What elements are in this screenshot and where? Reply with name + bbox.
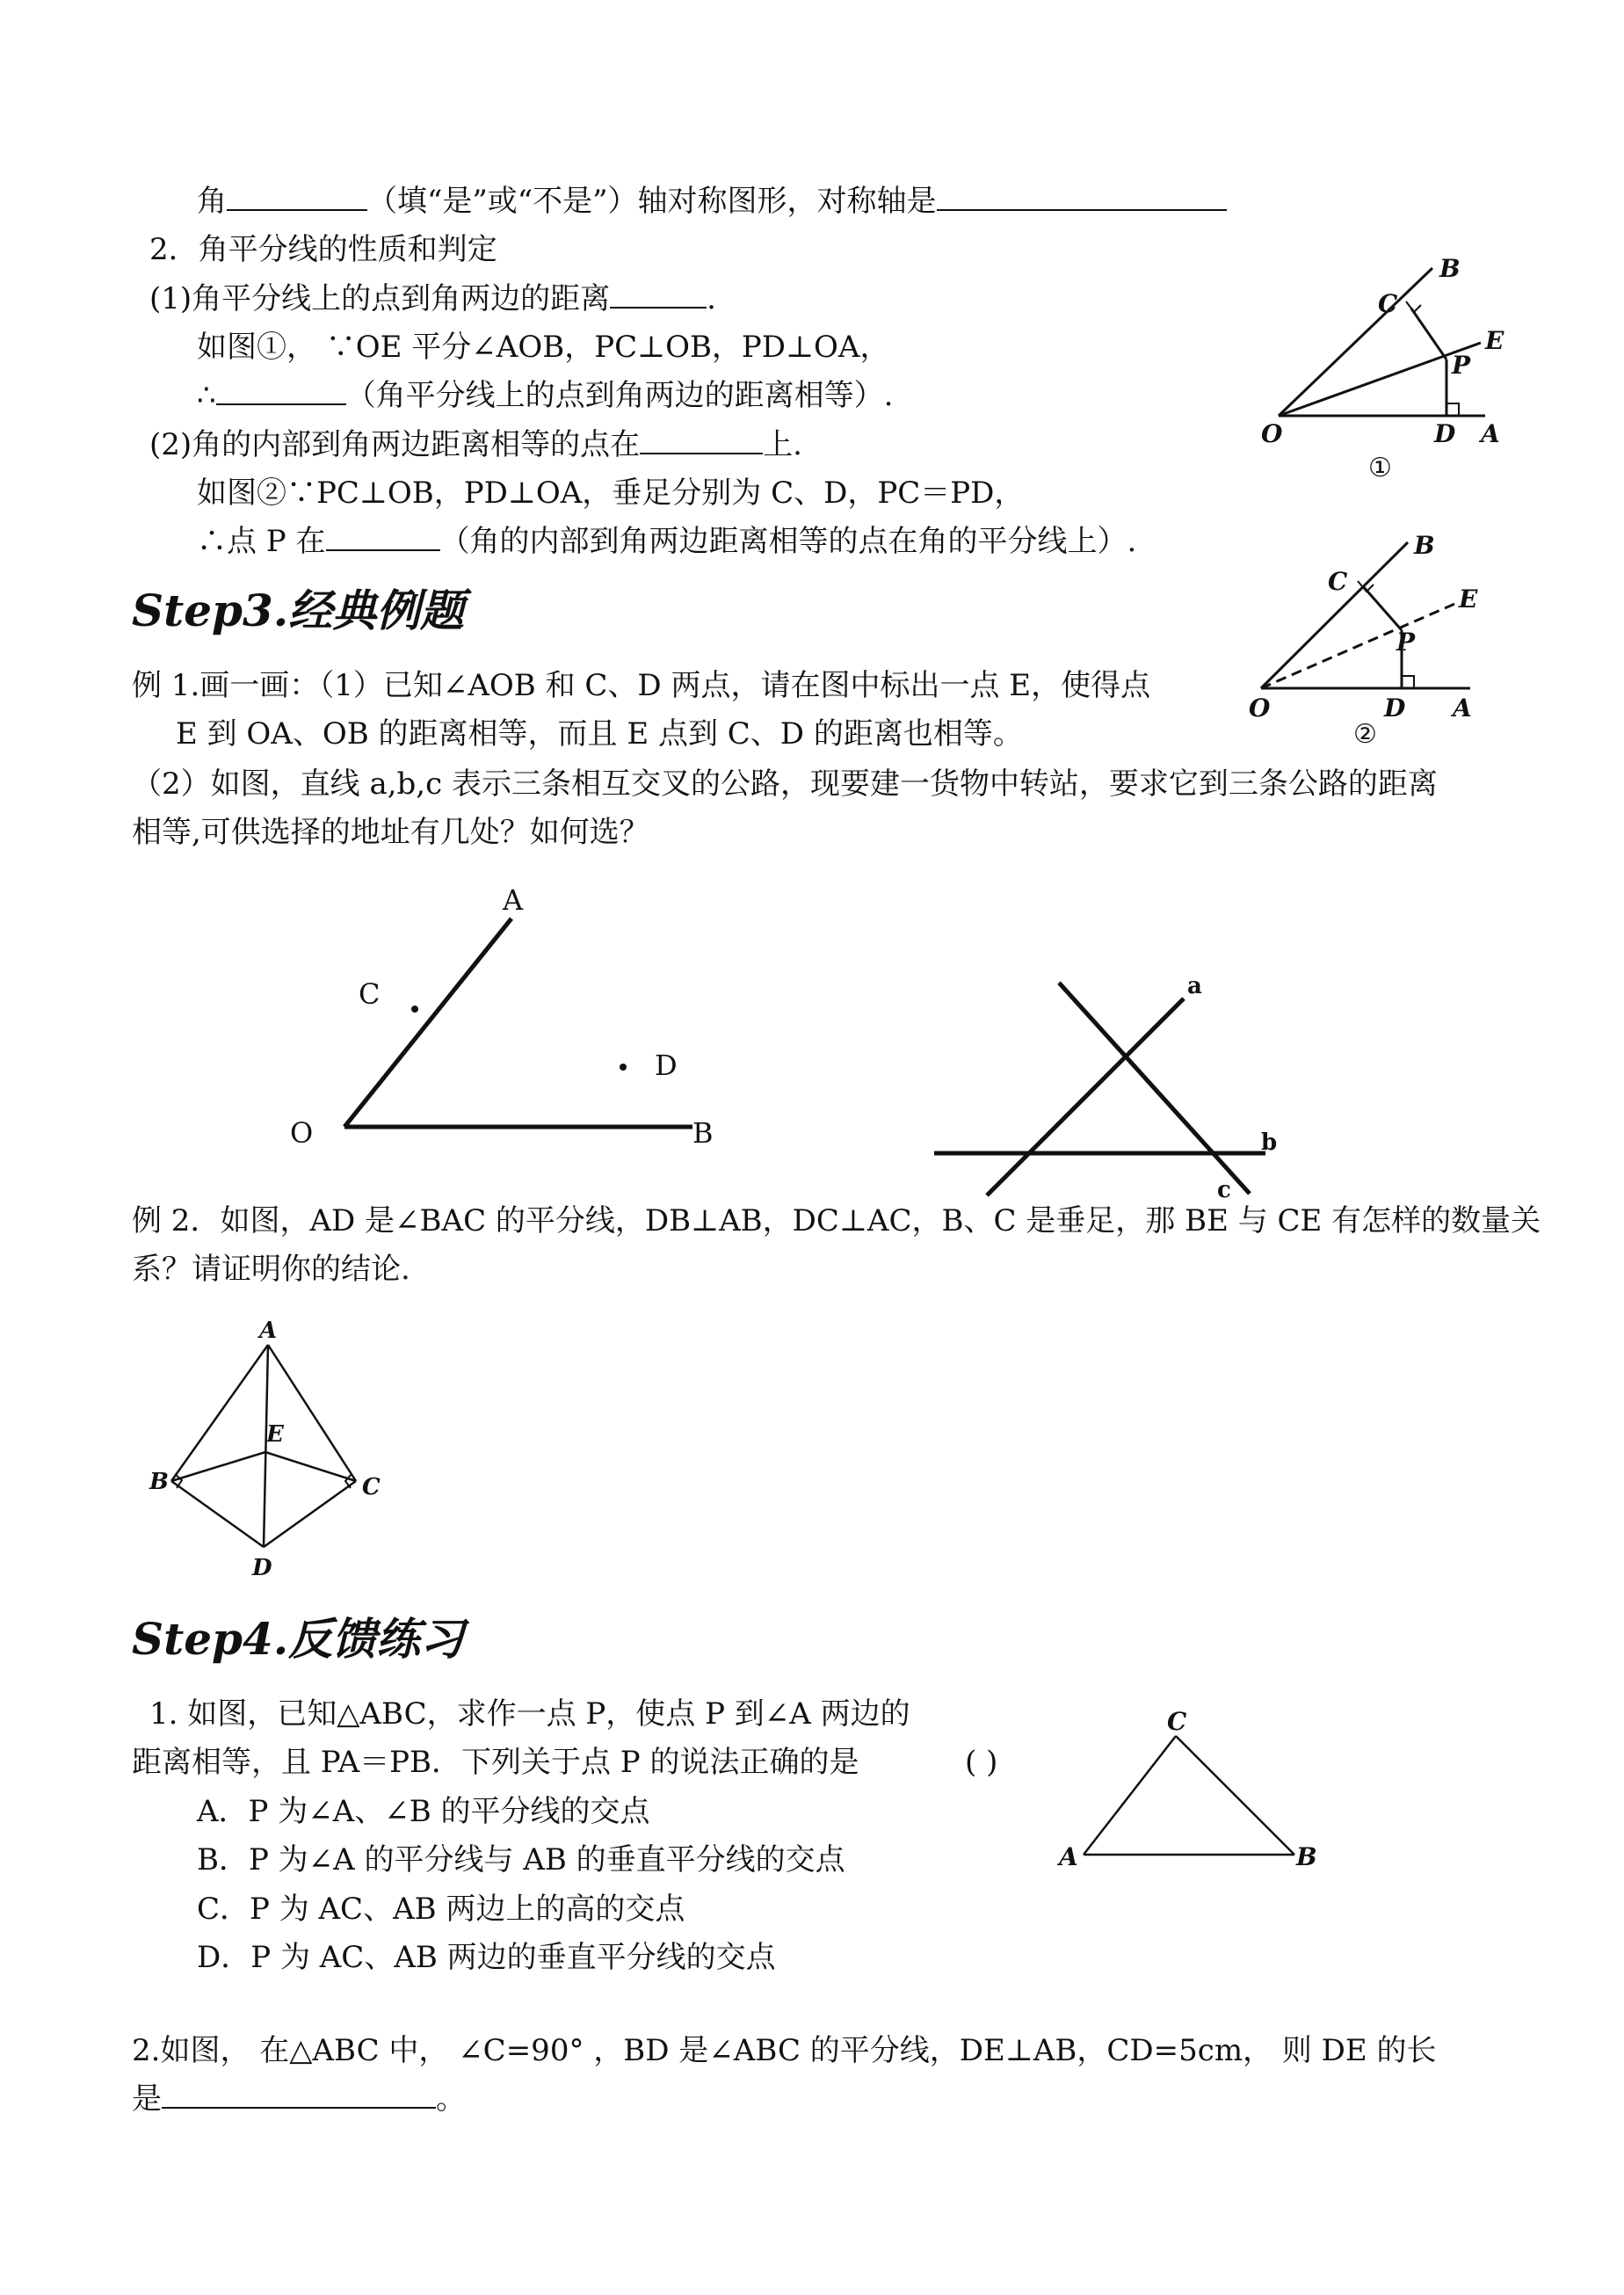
label-C: C [359,977,381,1011]
label-c: c [1217,1177,1231,1203]
property-1-figure-text: 如图①， ∵OE 平分∠AOB，PC⊥OB，PD⊥OA， [197,330,890,365]
segment-PC [1411,309,1446,360]
label-A: A [1453,694,1472,723]
ray-OE [1279,343,1481,416]
label-P: P [1396,628,1416,657]
answer-blank[interactable] [640,426,763,454]
intro-text-b: （填“是”或“不是”）轴对称图形，对称轴是 [367,184,937,219]
property-1 [149,280,716,318]
segment-BD [171,1481,264,1547]
period: 。 [436,2081,466,2117]
figure-number: ② [1353,719,1377,750]
property-1-text: (1)角平分线上的点到角两边的距离 [149,281,611,316]
segment-AC [268,1345,356,1481]
figure-triangle-ABC [1050,1705,1340,1881]
figure-three-roads [927,967,1314,1204]
segment-CD [264,1481,356,1547]
ray-OB [1261,542,1408,688]
example-1-line: E 到 OA、OB 的距离相等，而且 E 点到 C、D 的距离也相等。 [176,716,1023,752]
label-A: A [1059,1842,1078,1871]
label-B: B [149,1469,169,1495]
answer-blank[interactable] [227,183,367,211]
example-2-line: 系？请证明你的结论. [132,1252,410,1287]
answer-blank[interactable] [216,377,346,405]
property-2-text: (2)角的内部到角两边距离相等的点在 [149,427,641,462]
label-O: O [1249,694,1271,723]
road-a [987,999,1184,1195]
answer-blank[interactable] [610,280,707,309]
example-1-line: 例 1.画一画：（1）已知∠AOB 和 C、D 两点，请在图中标出一点 E，使得点 [132,668,1151,703]
conclusion-text: （角平分线上的点到角两边的距离相等）. [345,378,894,413]
answer-blank[interactable] [326,523,440,551]
label-a: a [1187,973,1202,999]
figure-angle-AOB-points [281,879,738,1169]
figure-kite-ABCD [145,1318,400,1582]
intro-line [197,182,1227,221]
label-O: O [290,1116,314,1150]
label-E: E [266,1421,284,1448]
right-angle-mark-D [1402,676,1414,688]
answer-parentheses[interactable]: ( ) [965,1745,998,1780]
conclusion-lead: ∴点 P 在 [197,524,326,559]
right-angle-mark-D [1446,403,1459,416]
intro-text-a: 角 [197,184,227,219]
question-1-line [132,1743,859,1782]
therefore-symbol: ∴ [197,378,216,413]
segment-AC [1084,1736,1176,1855]
label-A: A [503,883,524,917]
label-C: C [1167,1707,1187,1736]
right-angle-mark-C [1406,301,1421,312]
label-B: B [692,1116,714,1150]
property-2-tail: 上. [763,427,802,462]
label-D: D [1434,419,1456,448]
label-A: A [259,1318,278,1344]
answer-blank[interactable] [937,183,1227,211]
property-1-conclusion [197,376,893,415]
figure-1-angle-bisector [1248,251,1538,488]
segment-AB [171,1345,268,1481]
figure-2-angle-bisector [1235,532,1525,752]
answer-blank[interactable] [162,2081,436,2109]
question-2-line: 2.如图， 在△ABC 中， ∠C=90° ，BD 是∠ABC 的平分线，DE⊥AB，CD=5cm， 则 DE 的长 [132,2033,1437,2068]
property-2-conclusion [197,522,1136,561]
label-b: b [1261,1129,1278,1156]
example-1-line: （2）如图，直线 a,b,c 表示三条相互交叉的公路，现要建一货物中转站，要求它到三条公路的距离 [132,766,1438,802]
road-c [1059,983,1250,1194]
segment-CB [1176,1736,1294,1855]
property-2-figure-text: 如图②∵PC⊥OB，PD⊥OA，垂足分别为 C、D，PC＝PD， [197,476,1025,511]
property-2 [149,425,802,464]
step3-heading: Step3.经典例题 [132,585,465,636]
label-D: D [252,1555,272,1581]
label-D: D [1384,694,1406,723]
figure-number: ① [1368,453,1392,483]
label-C: C [1378,289,1398,318]
ray-OE-dashed [1261,602,1459,688]
label-P: P [1452,351,1471,380]
example-2-line: 例 2．如图，AD 是∠BAC 的平分线，DB⊥AB，DC⊥AC，B、C 是垂足，那 BE 与 CE 有怎样的数量关 [132,1203,1541,1238]
step4-heading: Step4.反馈练习 [132,1613,465,1665]
question-2-text: 是 [132,2081,162,2117]
conclusion-text: （角的内部到角两边距离相等的点在角的平分线上）. [439,524,1137,559]
question-1-line: 1. 如图，已知△ABC，求作一点 P，使点 P 到∠A 两边的 [149,1696,910,1732]
example-1-line: 相等,可供选择的地址有几处？如何选？ [132,815,649,850]
label-B: B [1296,1842,1317,1871]
label-B: B [1439,254,1461,283]
question-2-line [132,2080,466,2118]
section-title: 2．角平分线的性质和判定 [149,232,497,267]
label-A: A [1481,419,1500,448]
option-A[interactable]: A．P 为∠A、∠B 的平分线的交点 [197,1794,650,1829]
option-C[interactable]: C．P 为 AC、AB 两边上的高的交点 [197,1892,685,1927]
point-D [620,1064,627,1071]
label-C: C [362,1474,381,1500]
segment-BE [171,1452,265,1481]
option-B[interactable]: B．P 为∠A 的平分线与 AB 的垂直平分线的交点 [197,1842,845,1877]
label-D: D [655,1049,678,1082]
label-E: E [1485,326,1504,355]
option-D[interactable]: D．P 为 AC、AB 两边的垂直平分线的交点 [197,1940,776,1975]
period: . [707,281,716,316]
label-B: B [1414,531,1435,560]
point-C [411,1006,418,1013]
question-1-text: 距离相等，且 PA＝PB．下列关于点 P 的说法正确的是 [132,1745,859,1780]
label-C: C [1328,567,1348,596]
label-E: E [1459,585,1478,614]
ray-OB [1279,268,1432,416]
label-O: O [1261,419,1283,448]
segment-EC [265,1452,356,1481]
ray-OA [344,919,511,1127]
segment-PC [1363,586,1402,630]
